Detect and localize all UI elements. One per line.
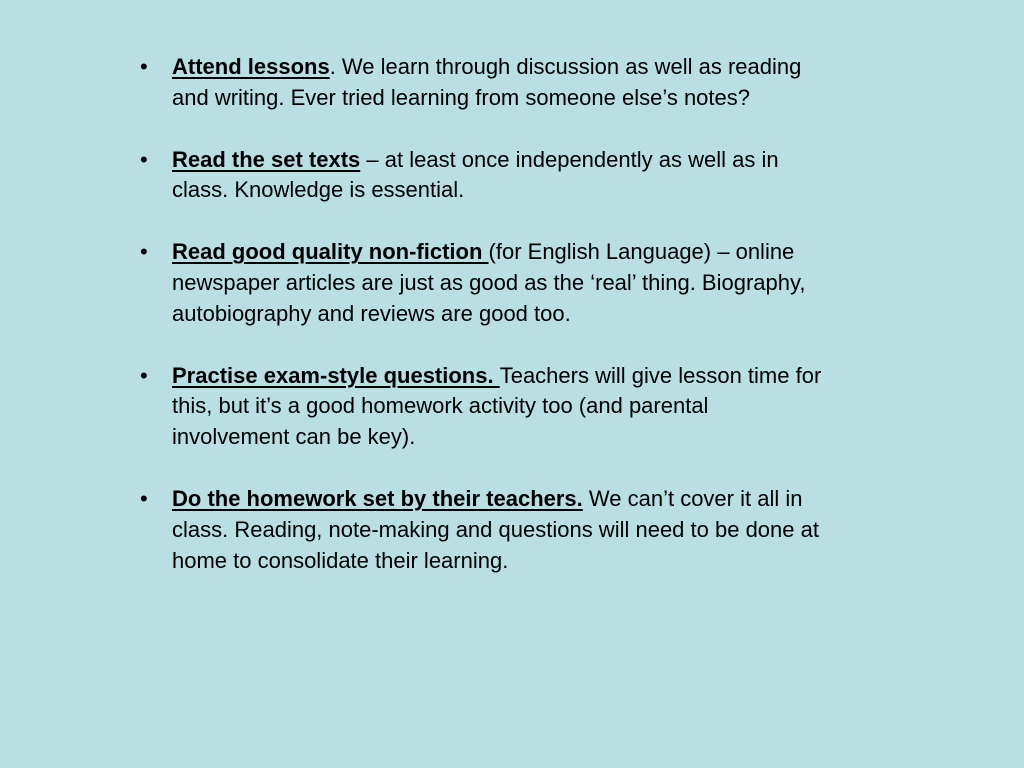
- item-heading: Attend lessons: [172, 54, 330, 79]
- bullet-dot-icon: •: [140, 362, 148, 388]
- item-text: Teachers will give lesson time for this, but it’s a good homework activity too (and parental involvement can be key).: [172, 362, 822, 450]
- list-item-read-non-fiction: [140, 237, 830, 329]
- list-item-do-homework: [140, 484, 830, 576]
- item-text: – at least once independently as well as in class. Knowledge is essential.: [172, 146, 779, 203]
- bullet-list: [140, 52, 830, 576]
- bullet-dot-icon: •: [140, 54, 148, 79]
- list-item-read-set-texts: [140, 145, 830, 207]
- item-text: (for English Language) – online newspaper articles are just as good as the ‘real’ thing. Biography, autobiography and reviews are good too.: [172, 239, 806, 326]
- list-item-attend-lessons: [140, 52, 830, 114]
- bullet-dot-icon: •: [140, 239, 148, 265]
- item-heading: Read good quality non-fiction: [172, 239, 489, 265]
- item-heading: Practise exam-style questions.: [172, 362, 500, 388]
- item-heading: Read the set texts: [172, 146, 361, 172]
- bullet-dot-icon: •: [140, 485, 148, 511]
- bullet-dot-icon: •: [140, 146, 148, 172]
- item-text: We can’t cover it all in class. Reading, note-making and questions will need to be done at home to consolidate their learning.: [172, 485, 819, 573]
- item-heading: Do the homework set by their teachers.: [172, 485, 583, 511]
- list-item-practise-questions: [140, 361, 830, 453]
- item-text: . We learn through discussion as well as reading and writing. Ever tried learning from someone else’s notes?: [172, 54, 802, 110]
